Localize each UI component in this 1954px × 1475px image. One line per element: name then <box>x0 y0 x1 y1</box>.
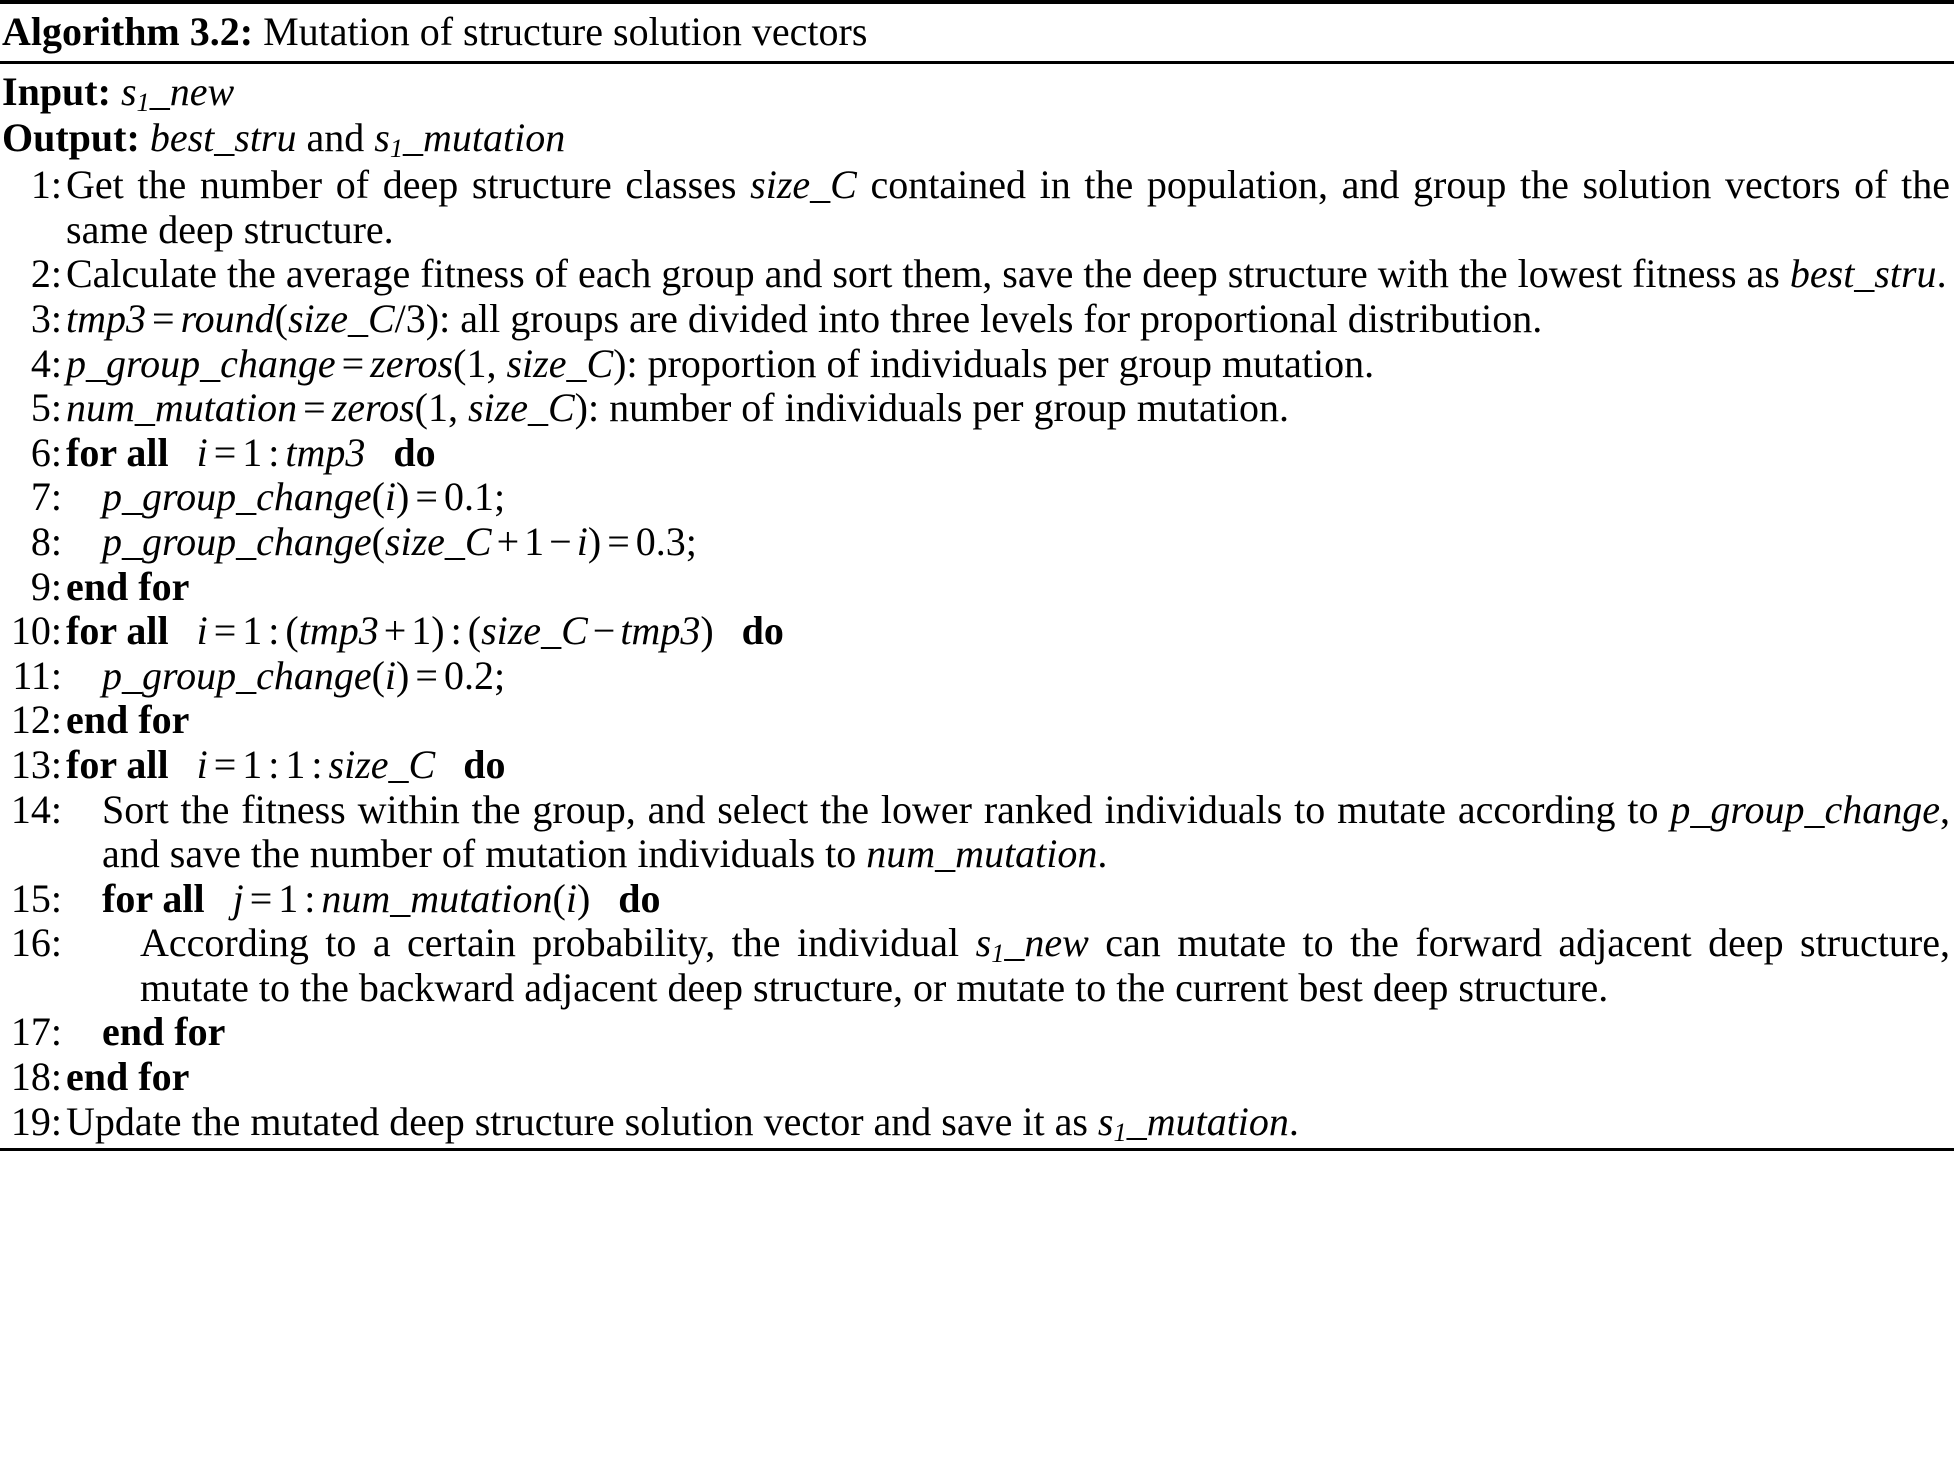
plus-operator: + <box>496 518 520 564</box>
keyword-end-for: end for <box>66 697 190 743</box>
step-number: 6: <box>30 429 62 475</box>
equals-operator: = <box>607 518 630 564</box>
step-1 <box>0 163 1954 252</box>
range-colon: : <box>450 608 462 654</box>
step-content <box>62 1010 1954 1055</box>
equals-operator: = <box>303 385 326 431</box>
step-number: 4: <box>30 340 62 386</box>
step-15 <box>0 877 1954 922</box>
input-value: $s_1\_new$ <box>120 69 235 117</box>
keyword-end-for: end for <box>102 1009 226 1055</box>
keyword-do: do <box>463 741 506 787</box>
step-number: 19: <box>10 1098 62 1144</box>
step-content: Get the number of deep structure classes size_C contained in the population, and group the solution vectors of the same deep structure. <box>66 162 1951 252</box>
loop-variable: i <box>196 429 208 475</box>
minus-operator: − <box>549 518 572 564</box>
assigned-value: 0.3; <box>635 518 697 564</box>
keyword-for-all: for all <box>102 875 205 921</box>
equals-operator: = <box>213 741 237 787</box>
input-label: Input: <box>2 69 111 115</box>
loop-variable: i <box>384 652 397 698</box>
step-4 <box>0 342 1954 387</box>
step-number: 10: <box>10 608 62 654</box>
function-zeros: zeros <box>331 385 415 431</box>
step-content: p_group_change(i) = 0.2; <box>102 652 506 698</box>
assigned-value: 0.1; <box>443 474 506 520</box>
step-number: 7: <box>30 474 62 520</box>
step-number: 16: <box>10 920 62 966</box>
step-number: 9: <box>30 563 62 609</box>
output-line <box>0 115 1954 161</box>
step-content: According to a certain probability, the individual $s_1\_new$ can mutate to the forward adjacent deep structure, mutate to the backward adjacent deep structure, or mutate to the current best deep structure. <box>140 920 1950 1010</box>
step-7 <box>0 475 1954 520</box>
step-number: 18: <box>10 1054 62 1100</box>
equals-operator: = <box>415 652 438 698</box>
variable-size-c: size_C <box>328 741 436 787</box>
step-number: 14: <box>10 786 62 832</box>
variable-tmp3: tmp3 <box>620 608 701 654</box>
step-content: for all j = 1 : num_mutation(i) do <box>102 875 661 921</box>
equals-operator: = <box>213 608 237 654</box>
step-14 <box>0 788 1954 877</box>
variable-size-c: size_C <box>467 385 575 431</box>
function-zeros: zeros <box>370 340 454 386</box>
step-content: Calculate the average fitness of each group and sort them, save the deep structure with the lowest fitness as best_stru. <box>66 251 1947 297</box>
variable-p-group-change: p_group_change <box>1670 786 1940 832</box>
step-number: 8: <box>30 518 62 564</box>
bottom-rule-wrapper <box>0 1144 1954 1151</box>
keyword-do: do <box>393 429 436 475</box>
range-colon: : <box>311 741 323 787</box>
variable-size-c: size_C <box>287 295 395 341</box>
step-number: 11: <box>12 652 62 698</box>
equals-operator: = <box>152 295 175 341</box>
loop-variable: i <box>384 474 397 520</box>
variable-s1-mutation: $s_1\_mutation$ <box>1097 1098 1289 1147</box>
algorithm-label: Algorithm 3.2: <box>2 9 254 54</box>
algorithm-title <box>0 4 1954 61</box>
step-16 <box>0 921 1954 1010</box>
step-18 <box>0 1055 1954 1100</box>
range-colon: : <box>304 875 316 921</box>
step-content: tmp3 = round(size_C/3): all groups are divided into three levels for proportional distribution. <box>66 295 1543 341</box>
step-12 <box>0 698 1954 743</box>
variable-s1-new: $s_1\_new$ <box>975 920 1089 969</box>
variable-num-mutation: num_mutation <box>66 385 298 431</box>
assigned-value: 0.2; <box>443 652 506 698</box>
step-content: Update the mutated deep structure solution vector and save it as $s_1\_mutation$. <box>66 1098 1299 1147</box>
output-value-2: $s_1\_mutation$ <box>374 115 566 163</box>
equals-operator: = <box>213 429 237 475</box>
step-content: p_group_change = zeros(1, size_C): proportion of individuals per group mutation. <box>66 340 1375 386</box>
step-content: for all i = 1 : (tmp3 + 1) : (size_C − tmp3) do <box>66 608 784 654</box>
step-content: p_group_change(i) = 0.1; <box>102 474 506 520</box>
step-content: p_group_change(size_C + 1 − i) = 0.3; <box>102 518 697 564</box>
step-3 <box>0 297 1954 342</box>
equals-operator: = <box>341 340 365 386</box>
variable-num-mutation: num_mutation <box>866 831 1098 877</box>
step-content: for all i = 1 : 1 : size_C do <box>66 741 506 787</box>
variable-p-group-change: p_group_change <box>102 518 372 564</box>
bottom-rule <box>0 1148 1954 1151</box>
variable-tmp3: tmp3 <box>298 608 379 654</box>
variable-size-c: size_C <box>506 340 614 386</box>
minus-operator: − <box>592 608 616 654</box>
step-number: 17: <box>10 1009 62 1055</box>
step-number: 12: <box>10 697 62 743</box>
equals-operator: = <box>249 875 273 921</box>
step-number: 15: <box>10 875 62 921</box>
algorithm-caption: Mutation of structure solution vectors <box>263 9 868 54</box>
input-line <box>0 69 1954 115</box>
step-number: 2: <box>30 251 62 297</box>
equals-operator: = <box>415 474 438 520</box>
range-colon: : <box>268 608 280 654</box>
step-8 <box>0 520 1954 565</box>
keyword-end-for: end for <box>66 1054 190 1100</box>
step-2 <box>0 252 1954 297</box>
output-label: Output: <box>2 115 140 161</box>
keyword-end-for: end for <box>66 563 190 609</box>
step-content: for all i = 1 : tmp3 do <box>66 429 436 475</box>
variable-best-stru: best_stru <box>1789 251 1937 297</box>
loop-variable: i <box>196 741 208 787</box>
keyword-for-all: for all <box>66 741 169 787</box>
step-17 <box>0 1010 1954 1055</box>
step-19 <box>0 1100 1954 1145</box>
step-number: 3: <box>30 295 62 341</box>
variable-p-group-change: p_group_change <box>102 474 372 520</box>
range-colon: : <box>268 429 280 475</box>
loop-variable: i <box>196 608 208 654</box>
keyword-for-all: for all <box>66 429 169 475</box>
variable-tmp3: tmp3 <box>285 429 366 475</box>
step-content <box>62 698 1954 743</box>
variable-p-group-change: p_group_change <box>66 340 336 386</box>
variable-size-c: size_C <box>481 608 588 654</box>
keyword-for-all: for all <box>66 608 169 654</box>
output-conjunction: and <box>306 115 365 161</box>
range-colon: : <box>268 741 280 787</box>
output-value-1: best_stru <box>149 115 297 161</box>
variable-size-c: size_C <box>750 162 857 208</box>
function-round: round <box>180 295 275 341</box>
step-11 <box>0 654 1954 699</box>
io-block <box>0 64 1954 161</box>
step-content <box>62 565 1954 610</box>
algorithm-steps <box>0 161 1954 1147</box>
step-number: 1: <box>30 162 62 208</box>
loop-variable-i: i <box>565 875 577 921</box>
step-content <box>62 1055 1954 1100</box>
keyword-do: do <box>618 875 661 921</box>
loop-variable: j <box>232 875 244 921</box>
step-13 <box>0 743 1954 788</box>
step-5 <box>0 386 1954 431</box>
step-9 <box>0 565 1954 610</box>
step-content: num_mutation = zeros(1, size_C): number of individuals per group mutation. <box>66 385 1289 431</box>
step-10 <box>0 609 1954 654</box>
plus-operator: + <box>383 608 407 654</box>
step-number: 5: <box>30 385 62 431</box>
variable-tmp3: tmp3 <box>66 295 146 341</box>
loop-variable: i <box>576 518 588 564</box>
variable-p-group-change: p_group_change <box>102 652 372 698</box>
keyword-do: do <box>741 608 784 654</box>
step-number: 13: <box>10 741 62 787</box>
variable-size-c: size_C <box>384 518 492 564</box>
variable-num-mutation: num_mutation <box>321 875 553 921</box>
step-content: Sort the fitness within the group, and select the lower ranked individuals to mutate according to p_group_change, and save the number of mutation individuals to num_mutation. <box>102 786 1950 877</box>
step-6 <box>0 431 1954 476</box>
